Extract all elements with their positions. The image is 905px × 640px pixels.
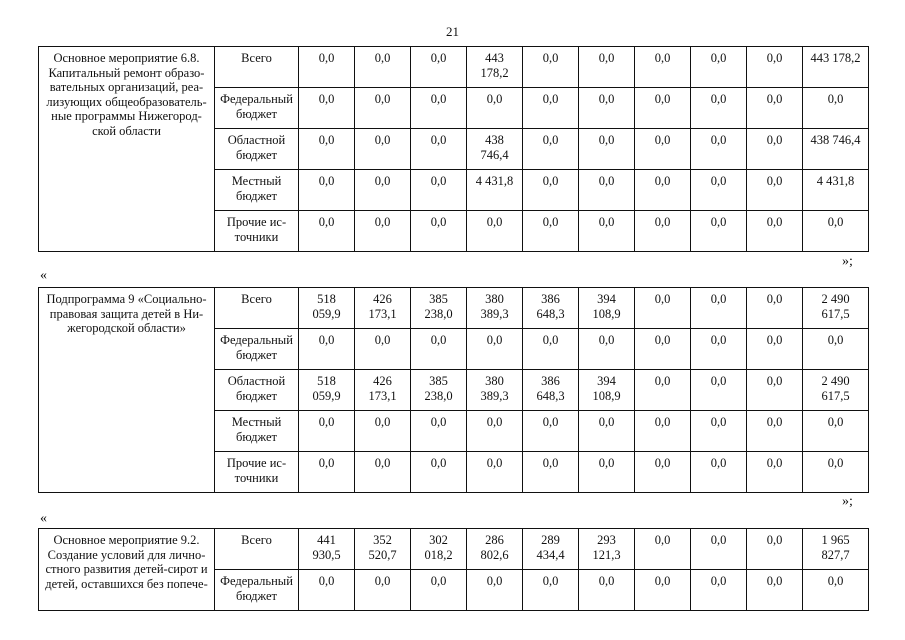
total-value-cell: 4 431,8 — [803, 170, 869, 211]
value-cell: 0,0 — [635, 370, 691, 411]
program-name-cell: Основное мероприятие 6.8. Капитальный ремонт образо-вательных организаций, реа-лизующих общеобразователь-ные программы Нижегород-ской области — [39, 47, 215, 252]
value-cell: 0,0 — [635, 411, 691, 452]
value-cell: 0,0 — [747, 529, 803, 570]
value-cell: 0,0 — [691, 411, 747, 452]
funding-source-cell: Федеральный бюджет — [215, 570, 299, 611]
value-cell: 0,0 — [691, 129, 747, 170]
value-cell: 386 648,3 — [523, 370, 579, 411]
value-cell: 0,0 — [579, 211, 635, 252]
value-cell: 0,0 — [411, 570, 467, 611]
funding-source-cell: Областной бюджет — [215, 370, 299, 411]
value-cell: 0,0 — [747, 288, 803, 329]
value-cell: 0,0 — [355, 129, 411, 170]
value-cell: 0,0 — [635, 452, 691, 493]
value-cell: 0,0 — [355, 411, 411, 452]
value-cell: 0,0 — [523, 211, 579, 252]
value-cell: 0,0 — [691, 370, 747, 411]
value-cell: 0,0 — [299, 88, 355, 129]
funding-source-cell: Областной бюджет — [215, 129, 299, 170]
table-row — [39, 288, 869, 329]
funding-source-cell: Всего — [215, 288, 299, 329]
value-cell: 0,0 — [299, 211, 355, 252]
funding-source-cell: Местный бюджет — [215, 170, 299, 211]
value-cell: 0,0 — [579, 129, 635, 170]
value-cell: 0,0 — [635, 570, 691, 611]
value-cell: 0,0 — [467, 570, 523, 611]
total-value-cell: 0,0 — [803, 329, 869, 370]
value-cell: 0,0 — [579, 47, 635, 88]
value-cell: 0,0 — [691, 211, 747, 252]
funding-source-cell: Всего — [215, 529, 299, 570]
value-cell: 293 121,3 — [579, 529, 635, 570]
value-cell: 0,0 — [523, 47, 579, 88]
funding-source-cell: Федеральный бюджет — [215, 88, 299, 129]
value-cell: 0,0 — [355, 329, 411, 370]
value-cell: 0,0 — [355, 47, 411, 88]
value-cell: 0,0 — [635, 170, 691, 211]
value-cell: 0,0 — [523, 170, 579, 211]
total-value-cell: 2 490 617,5 — [803, 370, 869, 411]
budget-table-measure-6-8 — [38, 46, 869, 252]
value-cell: 394 108,9 — [579, 370, 635, 411]
value-cell: 0,0 — [299, 411, 355, 452]
value-cell: 0,0 — [635, 47, 691, 88]
value-cell: 0,0 — [411, 88, 467, 129]
value-cell: 0,0 — [691, 452, 747, 493]
value-cell: 0,0 — [467, 452, 523, 493]
value-cell: 426 173,1 — [355, 288, 411, 329]
value-cell: 0,0 — [523, 88, 579, 129]
value-cell: 0,0 — [579, 170, 635, 211]
value-cell: 0,0 — [747, 88, 803, 129]
value-cell: 0,0 — [691, 170, 747, 211]
value-cell: 0,0 — [579, 88, 635, 129]
total-value-cell: 0,0 — [803, 411, 869, 452]
funding-source-cell: Прочие ис-точники — [215, 452, 299, 493]
value-cell: 0,0 — [747, 329, 803, 370]
value-cell: 438 746,4 — [467, 129, 523, 170]
value-cell: 443 178,2 — [467, 47, 523, 88]
value-cell: 518 059,9 — [299, 370, 355, 411]
value-cell: 0,0 — [635, 211, 691, 252]
value-cell: 0,0 — [411, 329, 467, 370]
value-cell: 0,0 — [467, 88, 523, 129]
closing-quote-mark: »; — [842, 494, 853, 509]
closing-quote-mark: »; — [842, 254, 853, 269]
value-cell: 286 802,6 — [467, 529, 523, 570]
value-cell: 386 648,3 — [523, 288, 579, 329]
funding-source-cell: Всего — [215, 47, 299, 88]
value-cell: 0,0 — [355, 170, 411, 211]
value-cell: 0,0 — [691, 329, 747, 370]
value-cell: 0,0 — [635, 288, 691, 329]
value-cell: 380 389,3 — [467, 288, 523, 329]
value-cell: 0,0 — [635, 88, 691, 129]
opening-quote-mark: « — [40, 511, 47, 526]
value-cell: 0,0 — [523, 129, 579, 170]
value-cell: 0,0 — [411, 452, 467, 493]
value-cell: 0,0 — [467, 211, 523, 252]
funding-source-cell: Прочие ис-точники — [215, 211, 299, 252]
total-value-cell: 1 965 827,7 — [803, 529, 869, 570]
value-cell: 385 238,0 — [411, 288, 467, 329]
total-value-cell: 2 490 617,5 — [803, 288, 869, 329]
page-number: 21 — [446, 24, 459, 39]
value-cell: 0,0 — [299, 452, 355, 493]
value-cell: 0,0 — [523, 452, 579, 493]
value-cell: 0,0 — [747, 211, 803, 252]
value-cell: 0,0 — [355, 211, 411, 252]
value-cell: 0,0 — [747, 570, 803, 611]
value-cell: 426 173,1 — [355, 370, 411, 411]
value-cell: 518 059,9 — [299, 288, 355, 329]
total-value-cell: 443 178,2 — [803, 47, 869, 88]
value-cell: 0,0 — [523, 329, 579, 370]
value-cell: 289 434,4 — [523, 529, 579, 570]
value-cell: 0,0 — [411, 129, 467, 170]
value-cell: 0,0 — [411, 47, 467, 88]
value-cell: 0,0 — [747, 129, 803, 170]
value-cell: 0,0 — [299, 170, 355, 211]
value-cell: 0,0 — [411, 411, 467, 452]
value-cell: 0,0 — [747, 170, 803, 211]
value-cell: 394 108,9 — [579, 288, 635, 329]
value-cell: 302 018,2 — [411, 529, 467, 570]
value-cell: 0,0 — [579, 452, 635, 493]
total-value-cell: 0,0 — [803, 452, 869, 493]
value-cell: 0,0 — [411, 170, 467, 211]
value-cell: 0,0 — [411, 211, 467, 252]
value-cell: 0,0 — [523, 570, 579, 611]
value-cell: 4 431,8 — [467, 170, 523, 211]
program-name-cell: Подпрограмма 9 «Социально-правовая защита детей в Ни-жегородской области» — [39, 288, 215, 493]
total-value-cell: 438 746,4 — [803, 129, 869, 170]
value-cell: 0,0 — [579, 411, 635, 452]
value-cell: 385 238,0 — [411, 370, 467, 411]
value-cell: 0,0 — [747, 370, 803, 411]
value-cell: 0,0 — [467, 329, 523, 370]
table-row — [39, 47, 869, 88]
value-cell: 0,0 — [355, 452, 411, 493]
budget-table-measure-9-2 — [38, 528, 869, 611]
value-cell: 0,0 — [467, 411, 523, 452]
value-cell: 0,0 — [299, 570, 355, 611]
value-cell: 0,0 — [691, 529, 747, 570]
value-cell: 0,0 — [355, 88, 411, 129]
value-cell: 0,0 — [299, 329, 355, 370]
table-row — [39, 529, 869, 570]
value-cell: 0,0 — [635, 129, 691, 170]
opening-quote-mark: « — [40, 268, 47, 283]
value-cell: 0,0 — [579, 570, 635, 611]
value-cell: 0,0 — [691, 570, 747, 611]
value-cell: 441 930,5 — [299, 529, 355, 570]
value-cell: 0,0 — [747, 452, 803, 493]
value-cell: 0,0 — [691, 88, 747, 129]
total-value-cell: 0,0 — [803, 570, 869, 611]
value-cell: 0,0 — [747, 411, 803, 452]
total-value-cell: 0,0 — [803, 88, 869, 129]
value-cell: 0,0 — [635, 329, 691, 370]
value-cell: 0,0 — [299, 47, 355, 88]
value-cell: 0,0 — [299, 129, 355, 170]
total-value-cell: 0,0 — [803, 211, 869, 252]
program-name-cell: Основное мероприятие 9.2. Создание условий для лично-стного развития детей-сирот и детей, оставшихся без попече- — [39, 529, 215, 611]
value-cell: 0,0 — [579, 329, 635, 370]
funding-source-cell: Федеральный бюджет — [215, 329, 299, 370]
value-cell: 0,0 — [691, 47, 747, 88]
funding-source-cell: Местный бюджет — [215, 411, 299, 452]
value-cell: 0,0 — [747, 47, 803, 88]
value-cell: 0,0 — [635, 529, 691, 570]
value-cell: 352 520,7 — [355, 529, 411, 570]
value-cell: 0,0 — [691, 288, 747, 329]
value-cell: 0,0 — [355, 570, 411, 611]
budget-table-subprogram-9 — [38, 287, 869, 493]
value-cell: 380 389,3 — [467, 370, 523, 411]
value-cell: 0,0 — [523, 411, 579, 452]
